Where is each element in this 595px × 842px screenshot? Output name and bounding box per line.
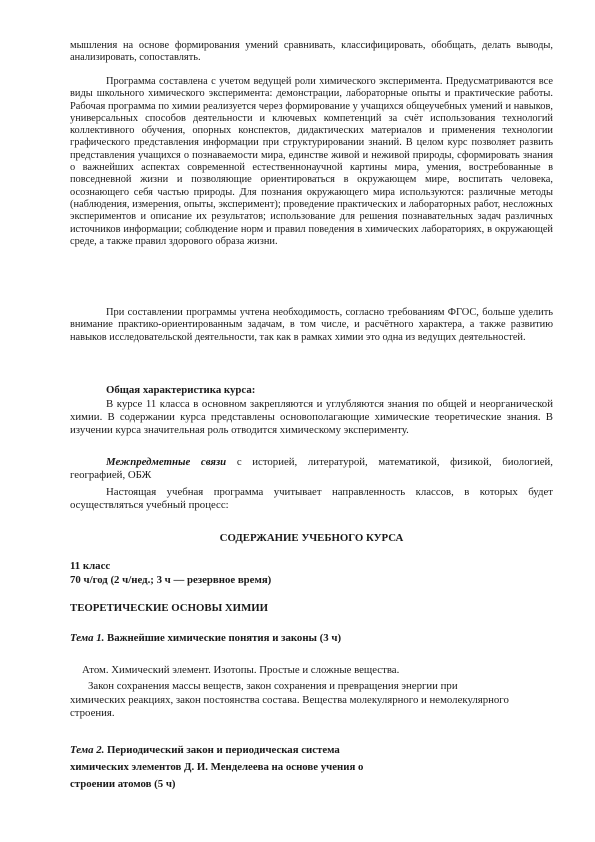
program-paragraph: Программа составлена с учетом ведущей роли химического эксперимента. Предусматриваются все виды школьного химического эксперимента: демонстрации, лабораторные опыты и практические работы. Рабочая программа по химии реализуется через формирование у учащихся общеучебных умений и навыков, универсальных способов деятельности и ключевых компетенций за счёт использования технологий коллективного обучения, опорных конспектов, дидактических материалов и применения технологии графического представления информации при структурировании знаний. В целом курс позволяет развить представления учащихся о познаваемости мира, единстве живой и неживой природы, сформировать знания о важнейших аспектах современной естественнонаучной картины мира, умения, востребованные в повседневной жизни и позволяющие ориентироваться в окружающем мире, воспитать человека, осознающего себя частью природы. Для познания окружающего мира используются: различные методы (наблюдения, измерения, опыты, эксперимент); проведение практических и лабораторных работ, несложных экспериментов и описание их результатов; использование для решения познавательных задач различных источников информации; соблюдение норм и правил поведения в химических лабораториях, в окружающей среде, а также правил здорового образа жизни.	[70, 76, 553, 247]
intro-paragraph: мышления на основе формирования умений сравнивать, классифицировать, обобщать, делать выводы, анализировать, сопоставлять.	[70, 40, 553, 64]
orientation-paragraph: Настоящая учебная программа учитывает направленность классов, в которых будет осуществляться учебный процесс:	[70, 486, 553, 512]
topic1-line2: Закон сохранения массы веществ, закон сохранения и превращения энергии при химических реакциях, закон постоянства состава. Вещества молекулярного и немолекулярного строения.	[70, 680, 509, 720]
interdisciplinary-label: Межпредметные связи	[106, 456, 227, 468]
general-paragraph: В курсе 11 класса в основном закрепляются и углубляются знания по общей и неорганической химии. В содержании курса представлены основополагающие химические теоретические знания. В изучении курса значительная роль отводится химическому эксперименту.	[70, 398, 553, 437]
topic2-heading	[70, 742, 400, 793]
topic2-title: Периодический закон и периодическая система химических элементов Д. И. Менделеева на основе учения о строении атомов (5 ч)	[70, 744, 364, 790]
hours-label: 70 ч/год (2 ч/нед.; 3 ч — резервное время)	[70, 574, 272, 586]
grade-label: 11 класс	[70, 560, 111, 572]
topic2-label: Тема 2.	[70, 744, 105, 756]
topic1-line1: Атом. Химический элемент. Изотопы. Простые и сложные вещества.	[82, 664, 400, 676]
topic1-label: Тема 1.	[70, 632, 105, 644]
fgos-paragraph: При составлении программы учтена необходимость, согласно требованиям ФГОС, больше уделить внимание практико-ориентированным задачам, в том числе, и расчётного характера, а также развитию навыков исследовательской деятельности, так как в рамках химии это одна из ведущих деятельностей.	[70, 307, 553, 343]
section-title: ТЕОРЕТИЧЕСКИЕ ОСНОВЫ ХИМИИ	[70, 602, 269, 614]
topic1-heading	[70, 632, 553, 646]
interdisciplinary-text: с историей, литературой, математикой, физикой, биологией, географией, ОБЖ	[70, 456, 553, 482]
content-heading: СОДЕРЖАНИЕ УЧЕБНОГО КУРСА	[219, 532, 404, 544]
general-heading: Общая характеристика курса:	[106, 384, 256, 396]
interdisciplinary-paragraph	[70, 456, 553, 482]
topic1-title: Важнейшие химические понятия и законы (3 ч)	[104, 632, 342, 644]
